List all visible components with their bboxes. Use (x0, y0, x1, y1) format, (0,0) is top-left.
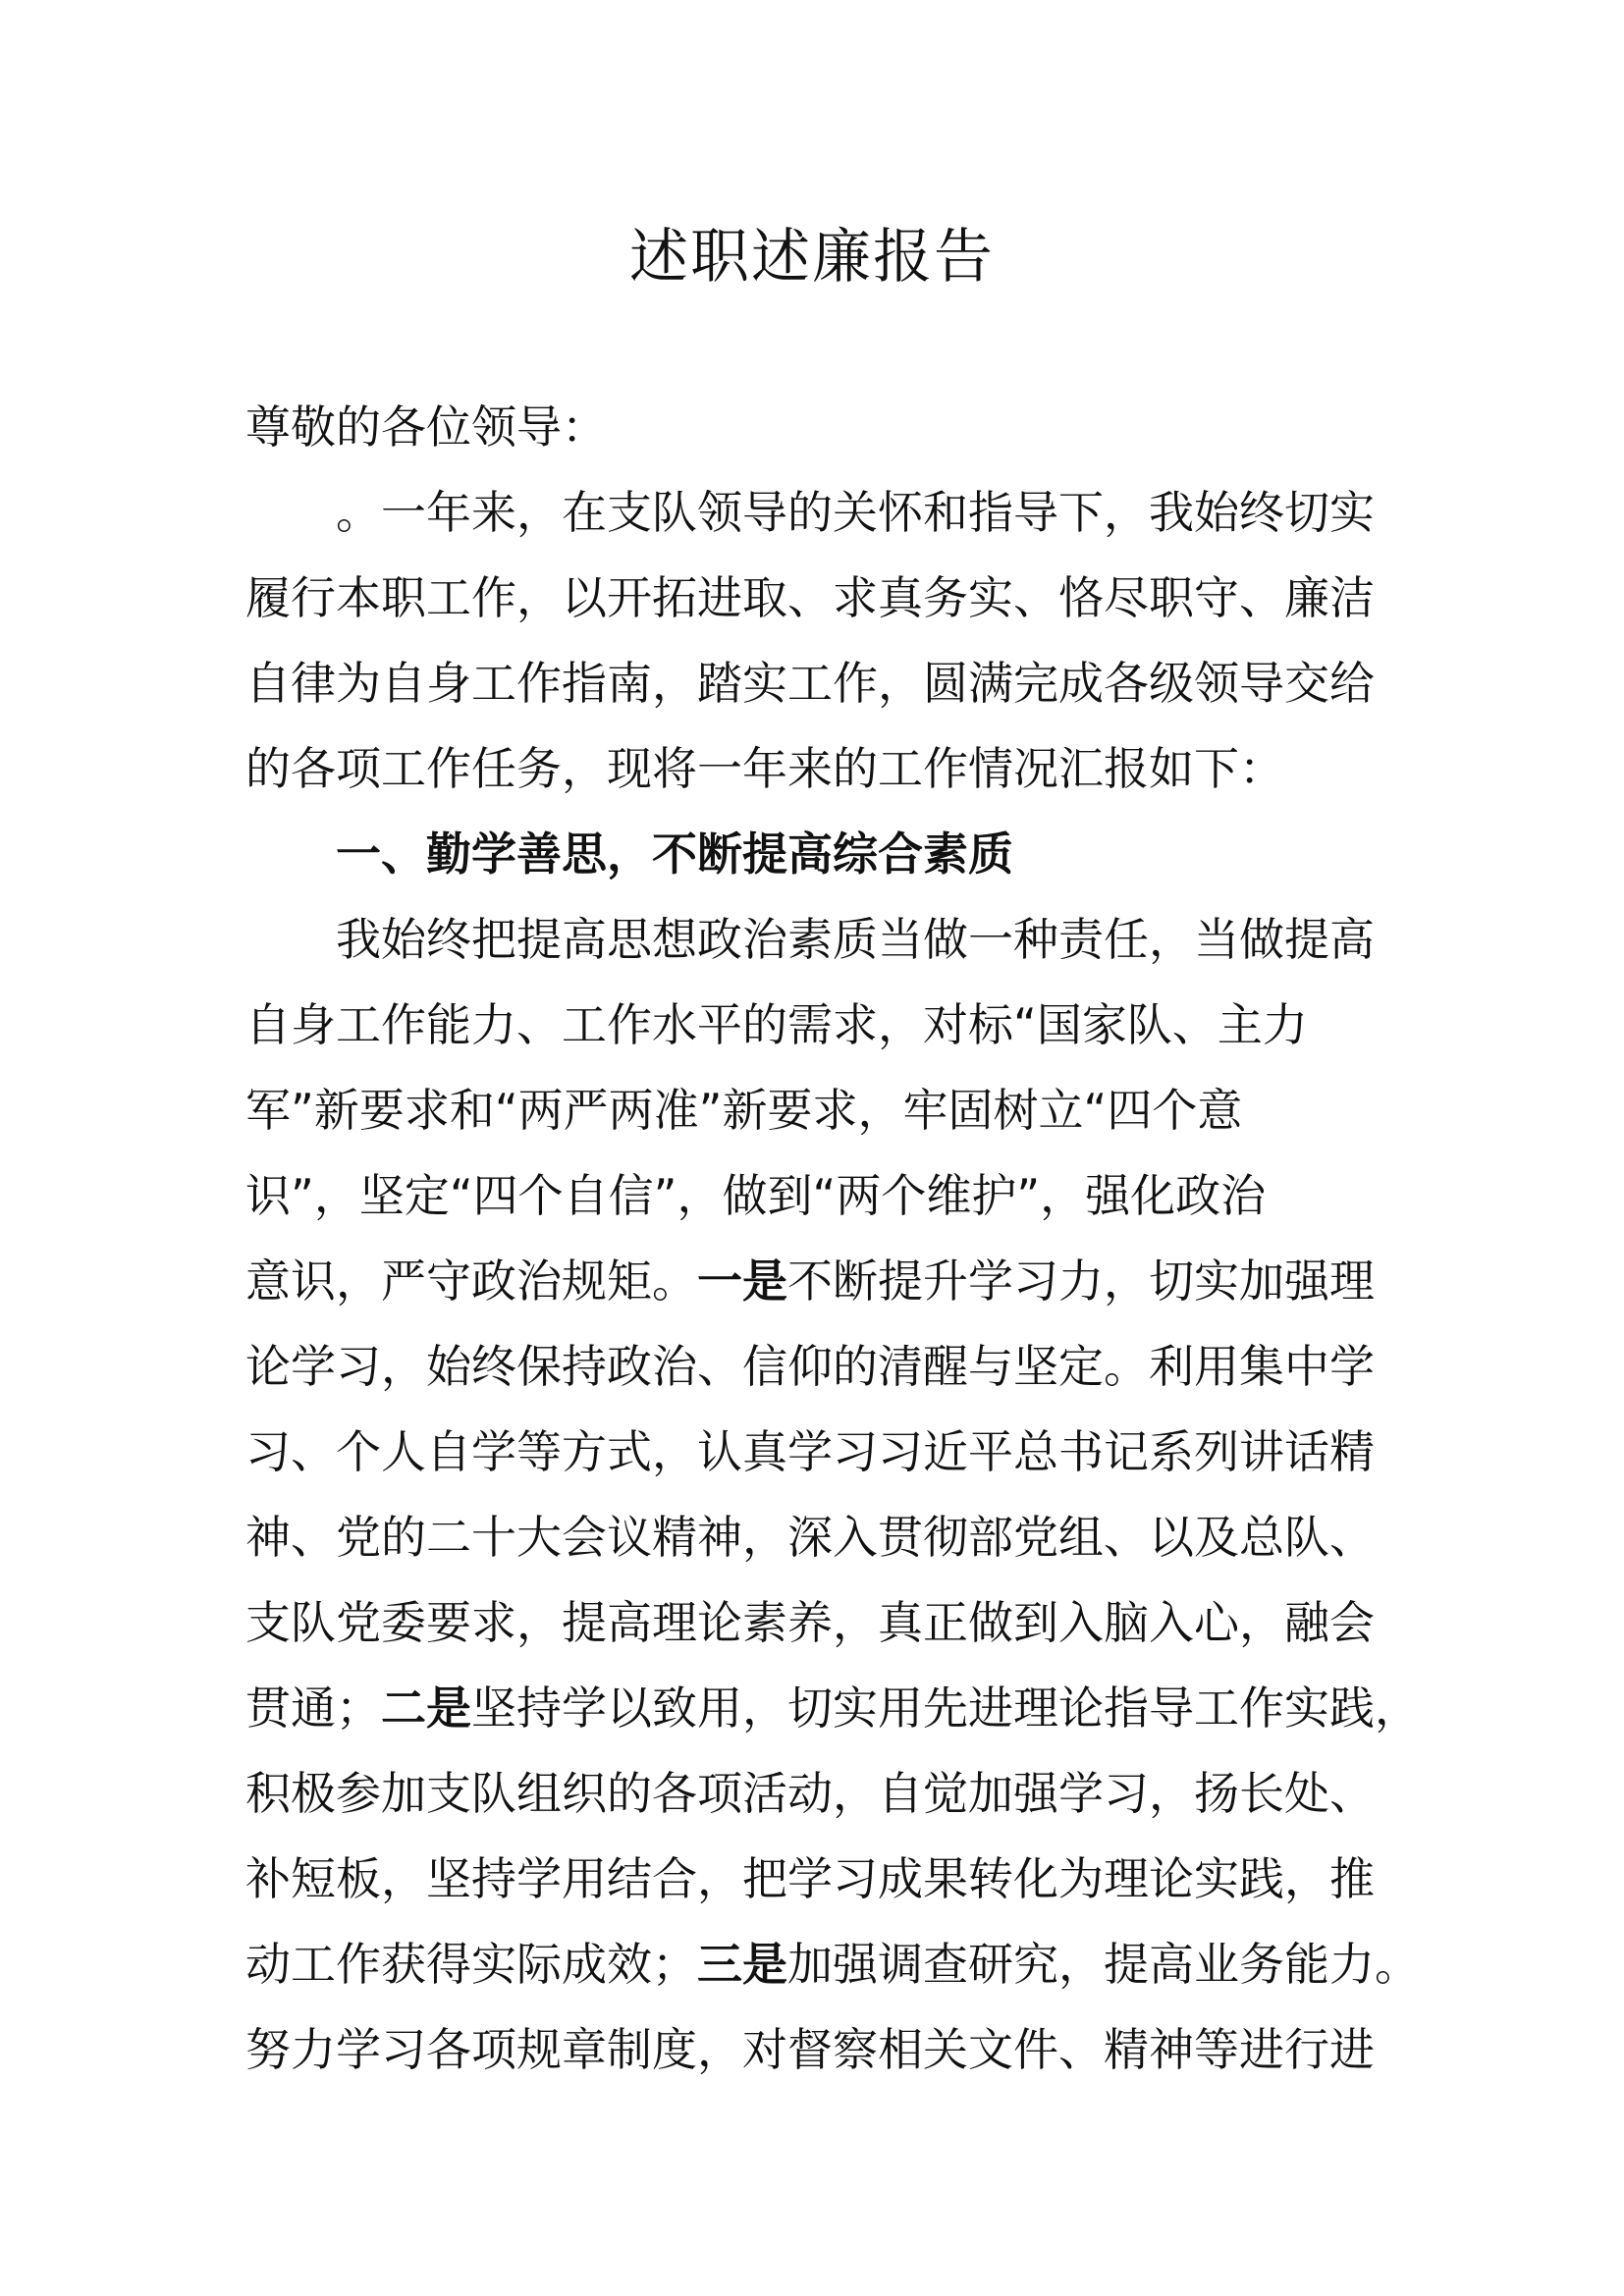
text-run: 贯通； (245, 1682, 381, 1735)
emphasis-run: 一是 (697, 1255, 787, 1308)
paragraph-line: 支队党委要求，提高理论素养，真正做到入脑入心，融会 (245, 1596, 1375, 1649)
document-title: 述职述廉报告 (629, 223, 995, 292)
paragraph-line (245, 1239, 1404, 1324)
text-run: 动工作获得实际成效； (245, 1938, 697, 1991)
salutation: 尊敬的各位领导： (245, 400, 607, 454)
intro-line: 自律为自身工作指南，踏实工作，圆满完成各级领导交给 (245, 657, 1375, 710)
document-body (245, 385, 1420, 2093)
intro-line: 履行本职工作，以开拓进取、求真务实、恪尽职守、廉洁 (245, 571, 1375, 624)
intro-line: 。一年来，在支队领导的关怀和指导下，我始终切实 (336, 486, 1375, 539)
text-run: 意识，严守政治规矩。 (245, 1255, 697, 1308)
paragraph-line: 军”新要求和“两严两准”新要求，牢固树立“四个意 (245, 1084, 1243, 1137)
text-run: 加强调查研究，提高业务能力。 (787, 1938, 1420, 1991)
paragraph-line: 积极参加支队组织的各项活动，自觉加强学习，扬长处、 (245, 1767, 1375, 1820)
section-heading: 一、勤学善思，不断提高综合素质 (336, 828, 1013, 881)
text-run: 不断提升学习力，切实加强理 (787, 1255, 1375, 1308)
paragraph-line: 自身工作能力、工作水平的需求，对标“国家队、主力 (245, 998, 1308, 1051)
paragraph-line: 识”，坚定“四个自信”，做到“两个维护”，强化政治 (245, 1169, 1267, 1222)
paragraph-line: 神、党的二十大会议精神，深入贯彻部党组、以及总队、 (245, 1511, 1375, 1564)
paragraph-line: 补短板，坚持学用结合，把学习成果转化为理论实践，推 (245, 1852, 1375, 1905)
text-run: 坚持学以致用，切实用先进理论指导工作实践， (471, 1682, 1420, 1735)
paragraph-line: 习、个人自学等方式，认真学习习近平总书记系列讲话精 (245, 1425, 1375, 1478)
intro-line: 的各项工作任务，现将一年来的工作情况汇报如下： (245, 742, 1284, 795)
paragraph-line (245, 1666, 1420, 1751)
emphasis-run: 三是 (697, 1938, 787, 1991)
paragraph-line (245, 1922, 1420, 2007)
paragraph-line: 我始终把提高思想政治素质当做一种责任，当做提高 (336, 913, 1375, 966)
paragraph-line: 努力学习各项规章制度，对督察相关文件、精神等进行进 (245, 2023, 1375, 2076)
paragraph-line: 论学习，始终保持政治、信仰的清醒与坚定。利用集中学 (245, 1340, 1375, 1393)
emphasis-run: 二是 (381, 1682, 471, 1735)
